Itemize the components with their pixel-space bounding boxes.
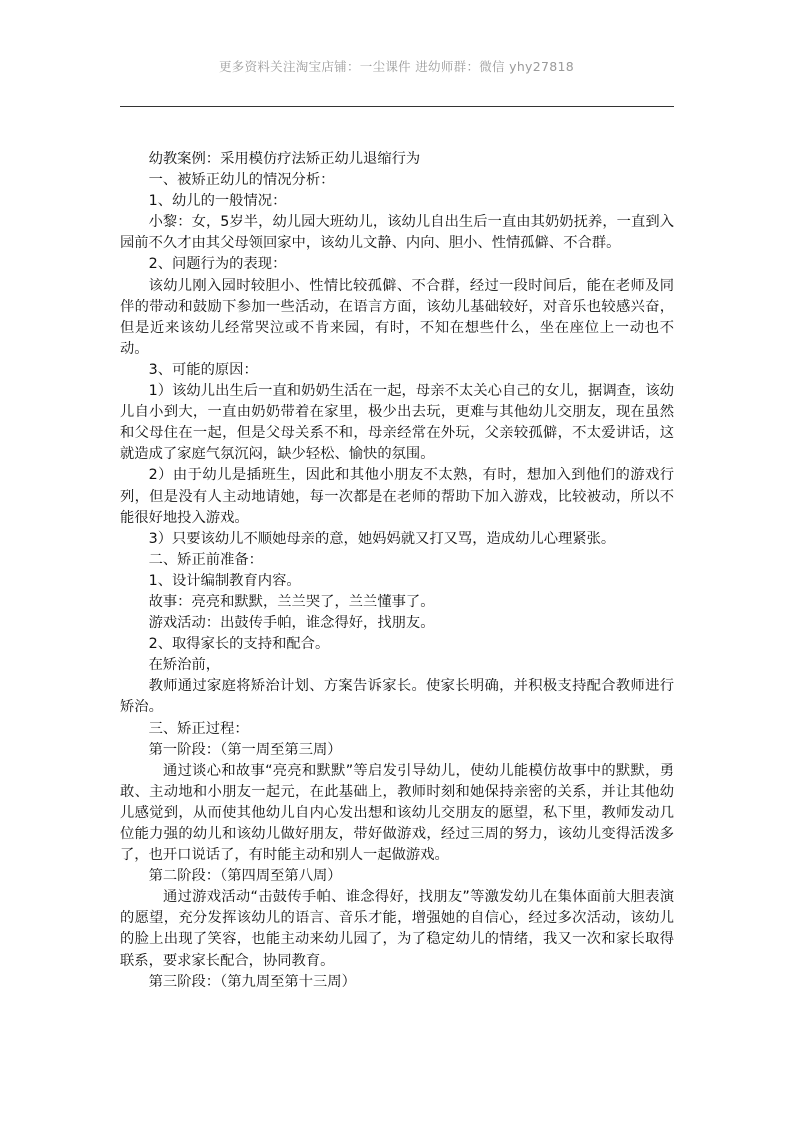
paragraph: 通过游戏活动“击鼓传手帕、谁念得好，找朋友”等激发幼儿在集体面前大胆表演的愿望，充分发挥该幼儿的语言、音乐才能，增强她的自信心，经过多次活动，该幼儿的脸上出现了笑容，也能主动来幼儿园了，为了稳定幼儿的情绪，我又一次和家长取得联系，要求家长配合，协同教育。 (120, 889, 674, 969)
subsection-heading: 3、可能的原因： (148, 361, 258, 378)
document-title: 幼教案例：采用模仿疗法矫正幼儿退缩行为 (148, 151, 421, 167)
section-heading: 三、矫正过程： (148, 720, 249, 737)
paragraph: 2）由于幼儿是插班生，因此和其他小朋友不太熟，有时，想加入到他们的游戏行列，但是没有人主动地请她，每一次都是在老师的帮助下加入游戏，比较被动，所以不能很好地投入游戏。 (120, 467, 674, 526)
paragraph: 教师通过家庭将矫治计划、方案告诉家长。使家长明确，并积极支持配合教师进行矫治。 (120, 678, 674, 716)
paragraph: 小黎：女，5岁半，幼儿园大班幼儿，该幼儿自出生后一直由其奶奶抚养，一直到入园前不久才由其父母领回家中，该幼儿文静、内向、胆小、性情孤僻、不合群。 (120, 214, 674, 252)
stage-heading: 第一阶段：（第一周至第三周） (148, 741, 342, 758)
paragraph: 游戏活动：出鼓传手帕，谁念得好，找朋友。 (148, 615, 435, 632)
subsection-heading: 2、取得家长的支持和配合。 (148, 636, 330, 653)
paragraph: 1）该幼儿出生后一直和奶奶生活在一起，母亲不太关心自己的女儿，据调查，该幼儿自小到大，一直由奶奶带着在家里，极少出去玩，更难与其他幼儿交朋友，现在虽然和父母住在一起，但是父母关系不和，母亲经常在外玩，父亲较孤僻，不太爱讲话，这就造成了家庭气氛沉闷，缺少轻松、愉快的氛围。 (120, 383, 674, 463)
paragraph: 该幼儿刚入园时较胆小、性情比较孤僻、不合群，经过一段时间后，能在老师及同伴的带动和鼓励下参加一些活动，在语言方面，该幼儿基础较好，对音乐也较感兴奋，但是近来该幼儿经常哭泣或不肯来园，有时，不知在想些什么，坐在座位上一动也不动。 (120, 277, 674, 357)
subsection-heading: 1、幼儿的一般情况： (148, 193, 287, 210)
stage-heading: 第三阶段：（第九周至第十三周） (148, 973, 356, 990)
paragraph: 通过谈心和故事“亮亮和默默”等启发引导幼儿，使幼儿能模仿故事中的默默，勇敢、主动地和小朋友一起元，在此基础上，教师时刻和她保持亲密的关系，并让其他幼儿感觉到，从而使其他幼儿自内心发出想和该幼儿交朋友的愿望，私下里，教师发动几位能力强的幼儿和该幼儿做好朋友，带好做游戏，经过三周的努力，该幼儿变得活泼多了，也开口说话了，有时能主动和别人一起做游戏。 (120, 762, 674, 864)
paragraph: 3）只要该幼儿不顺她母亲的意，她妈妈就又打又骂，造成幼儿心理紧张。 (148, 530, 616, 547)
section-heading: 一、被矫正幼儿的情况分析： (148, 172, 335, 189)
paragraph: 在矫治前， (148, 657, 221, 674)
stage-heading: 第二阶段：（第四周至第八周） (148, 868, 342, 885)
document-body (120, 149, 674, 993)
subsection-heading: 2、问题行为的表现： (148, 256, 287, 273)
subsection-heading: 1、设计编制教育内容。 (148, 572, 301, 589)
page-header-note: 更多资料关注淘宝店铺：一尘课件 进幼师群：微信 yhy27818 (218, 59, 575, 74)
paragraph: 故事：亮亮和默默，兰兰哭了，兰兰懂事了。 (148, 593, 435, 610)
header-divider (120, 106, 674, 107)
section-heading: 二、矫正前准备： (148, 551, 263, 568)
